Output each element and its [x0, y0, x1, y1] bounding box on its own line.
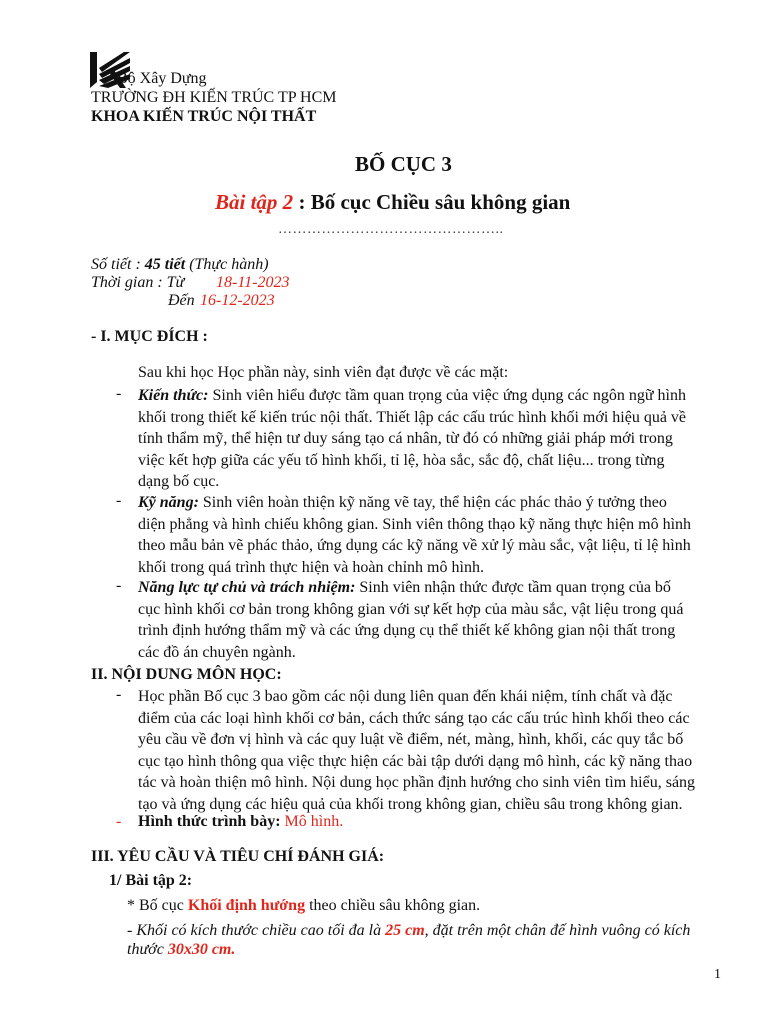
- dotted-line: ………………………………………..: [278, 222, 504, 237]
- bullet-dash: -: [116, 813, 122, 830]
- periods-value: 45 tiết: [144, 256, 186, 273]
- section2-heading: II. NỘI DUNG MÔN HỌC:: [91, 666, 282, 683]
- bullet-dash: -: [116, 492, 122, 509]
- list-item-knowledge: Kiến thức: Sinh viên hiểu được tầm quan trọng của việc ứng dụng các ngôn ngữ hình khối trong thiết kế kiến trúc nội thất. Thiết lập các cấu trúc hình khối mới hiệu quả về tính thẩm mỹ, thể hiện tư duy sáng tạo cá nhân, từ đó có những giải pháp mới trong việc kết hợp giữa các yếu tố hình khối, tỉ lệ, hòa sắc, sắc độ, chất liệu... trong từng dạng bố cục.: [138, 387, 687, 490]
- time-from: 18-11-2023: [216, 274, 290, 291]
- time-label: Thời gian : Từ: [91, 274, 185, 291]
- exercise-label: Bài tập 2: [215, 190, 294, 214]
- bullet-dash: -: [116, 385, 122, 402]
- time-from-line: [91, 274, 184, 292]
- format-label: Hình thức trình bày:: [138, 813, 281, 830]
- section2-content: Học phần Bố cục 3 bao gồm các nội dung liên quan đến khái niệm, tính chất và đặc điểm của các loại hình khối cơ bản, cách thức sáng tạo các cấu trúc hình khối theo các yêu cầu về đơn vị hình và các quy luật về điểm, nét, màng, hình, khối, các quy tắc bố cục tạo hình thông qua việc thực hiện các bài tập dưới dạng mô hình, các kỹ năng thao tác và hoàn thiện mô hình. Nội dung học phần định hướng cho sinh viên tìm hiểu, sáng tạo và ứng dụng các hiệu quả của khối trong không gian, chiều sâu trong không gian.: [138, 688, 696, 813]
- periods-note: (Thực hành): [185, 256, 269, 273]
- format-value: Mô hình.: [284, 813, 344, 830]
- height-value: 25 cm: [385, 922, 425, 939]
- section1-heading: - I. MỤC ĐÍCH :: [91, 328, 208, 345]
- faculty-name: KHOA KIẾN TRÚC NỘI THẤT: [91, 108, 317, 125]
- exercise-name: Bố cục Chiều sâu không gian: [310, 190, 571, 214]
- highlight-text: Khối định hướng: [187, 897, 306, 914]
- bullet-dash: -: [116, 577, 122, 594]
- requirement-line-2: - Khối có kích thước chiều cao tối đa là 25 cm, đặt trên một chân đế hình vuông có kích: [127, 922, 691, 939]
- exercise-title: [215, 190, 570, 215]
- periods-label: Số tiết :: [91, 256, 145, 273]
- autonomy-label: Năng lực tự chủ và trách nhiệm:: [138, 579, 356, 596]
- page-number: 1: [714, 967, 721, 982]
- list-item-skills: Kỹ năng: Sinh viên hoàn thiện kỹ năng vẽ tay, thể hiện các phác thảo ý tưởng theo diện phẳng và hình chiếu không gian. Sinh viên thông thạo kỹ năng thực hiện mô hình theo mẫu bản vẽ phác thảo, ứng dụng các kỹ năng về xử lý màu sắc, vật liệu, tỉ lệ hình khối trong quá trình thực hiện và hoàn chỉnh mô hình.: [138, 494, 692, 576]
- section3-subheading: 1/ Bài tập 2:: [109, 872, 193, 889]
- skills-label: Kỹ năng:: [138, 494, 199, 511]
- ministry-name: Bộ Xây Dựng: [117, 70, 207, 87]
- university-name: TRƯỜNG ĐH KIẾN TRÚC TP HCM: [91, 89, 337, 106]
- knowledge-label: Kiến thức:: [138, 387, 209, 404]
- bullet-dash: -: [116, 686, 122, 703]
- requirement-line-1: * Bố cục Khối định hướng theo chiều sâu không gian.: [127, 897, 481, 914]
- section3-heading: III. YÊU CẦU VÀ TIÊU CHÍ ĐÁNH GIÁ:: [91, 848, 385, 865]
- time-to-label: Đến: [168, 292, 195, 309]
- format-line: [138, 813, 343, 831]
- list-item-autonomy: Năng lực tự chủ và trách nhiệm: Sinh viên nhận thức được tầm quan trọng của bố cục hình khối cơ bản trong không gian với sự kết hợp của màu sắc, vật liệu trong quá trình định hướng thẩm mỹ và các ứng dụng cụ thể thiết kế không gian nội thất trong các đồ án chuyên ngành.: [138, 579, 684, 661]
- time-to: 16-12-2023: [200, 292, 275, 309]
- periods-line: [91, 256, 269, 274]
- requirement-line-3: thước 30x30 cm.: [127, 941, 236, 958]
- section1-intro: Sau khi học Học phần này, sinh viên đạt được về các mặt:: [138, 364, 509, 381]
- exercise-sep: :: [293, 190, 311, 214]
- size-value: 30x30 cm.: [167, 941, 236, 958]
- course-title: BỐ CỤC 3: [355, 152, 452, 176]
